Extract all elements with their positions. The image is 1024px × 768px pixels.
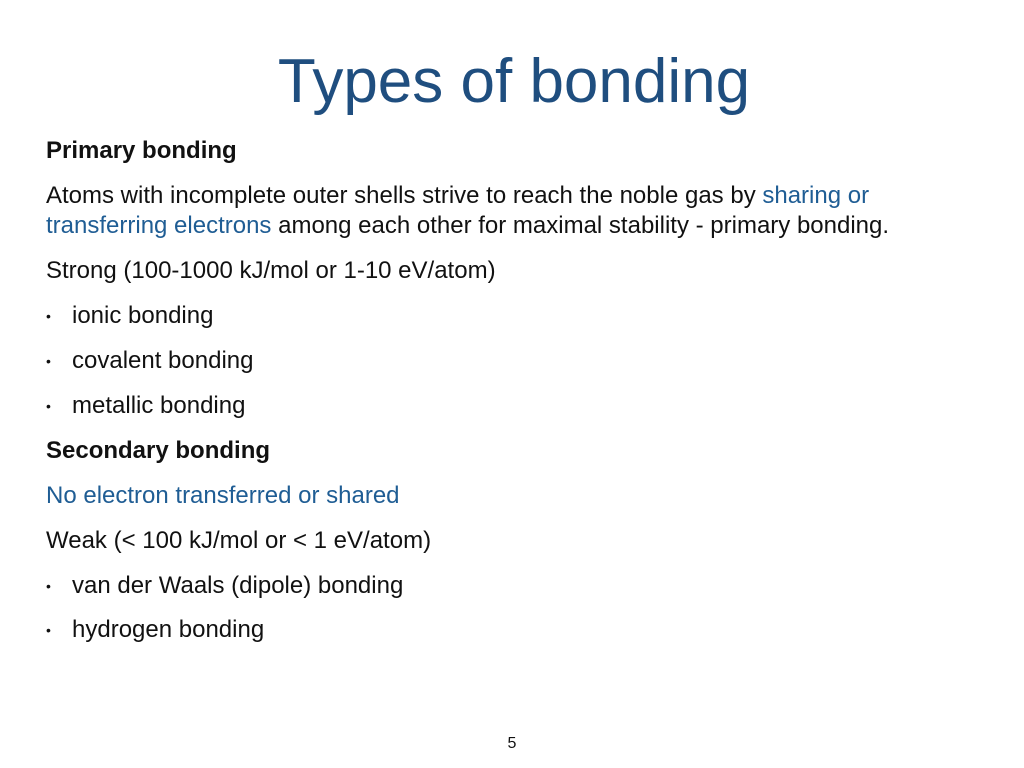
secondary-strength: Weak (< 100 kJ/mol or < 1 eV/atom) [46, 527, 432, 554]
bullet-icon: • [46, 308, 51, 324]
primary-description-line-1 [46, 181, 1006, 211]
list-item [46, 391, 1006, 421]
bullet-text: metallic bonding [72, 392, 246, 419]
list-item [46, 301, 1006, 331]
secondary-bullet-list [46, 571, 1006, 645]
bullet-text: van der Waals (dipole) bonding [72, 572, 404, 599]
primary-bonding-heading: Primary bonding [46, 137, 237, 164]
slide-title [0, 46, 1024, 118]
list-item [46, 615, 1006, 645]
primary-strength: Strong (100-1000 kJ/mol or 1-10 eV/atom) [46, 257, 496, 284]
list-item [46, 571, 1006, 601]
primary-description-highlight-2: transferring electrons [46, 212, 272, 239]
bullet-icon: • [46, 622, 51, 638]
primary-description-text-1: Atoms with incomplete outer shells strive to reach the noble gas by [46, 182, 763, 209]
primary-description-text-2: among each other for maximal stability - primary bonding. [271, 212, 890, 239]
slide-title-text: Types of bonding [277, 47, 751, 116]
list-item [46, 346, 1006, 376]
bullet-icon: • [46, 398, 51, 414]
secondary-bonding-heading: Secondary bonding [46, 437, 271, 464]
page-number: 5 [507, 735, 517, 752]
bullet-icon: • [46, 353, 51, 369]
secondary-note: No electron transferred or shared [46, 482, 400, 509]
slide-body [46, 136, 1006, 645]
bullet-icon: • [46, 578, 51, 594]
primary-bullet-list [46, 301, 1006, 421]
bullet-text: covalent bonding [72, 347, 254, 374]
primary-description-line-2 [46, 211, 1006, 241]
bullet-text: ionic bonding [72, 302, 214, 329]
primary-description-highlight-1: sharing or [762, 182, 870, 209]
bullet-text: hydrogen bonding [72, 616, 265, 643]
